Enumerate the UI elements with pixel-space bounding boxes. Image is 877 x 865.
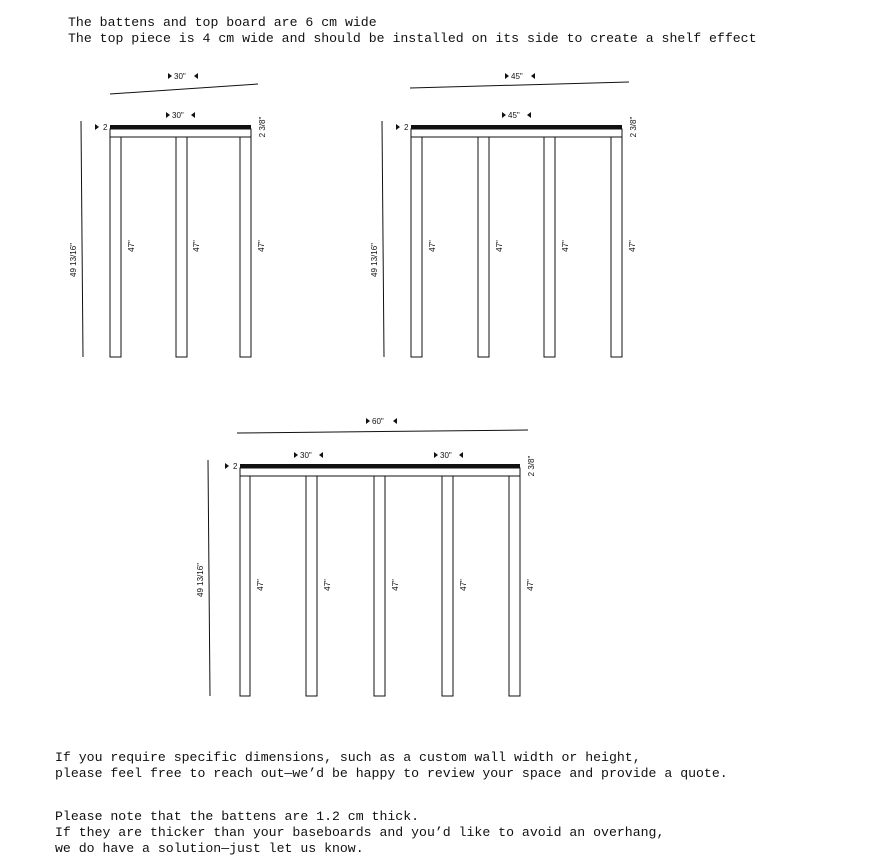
batten-height-label: 47" bbox=[256, 579, 265, 591]
overall-width-label: 30" bbox=[174, 72, 186, 81]
height-label: 49 13/16" bbox=[370, 243, 379, 277]
overall-width-dimension-line bbox=[237, 430, 528, 433]
batten bbox=[176, 137, 187, 357]
batten-height-label: 47" bbox=[127, 240, 136, 252]
top-board bbox=[240, 464, 520, 468]
arrow-left-icon bbox=[366, 418, 370, 424]
arrow-left-icon bbox=[95, 124, 99, 130]
arrow-left-icon bbox=[168, 73, 172, 79]
arrow-left-icon bbox=[225, 463, 229, 469]
height-dimension-line bbox=[382, 121, 384, 357]
batten bbox=[411, 137, 422, 357]
batten bbox=[306, 476, 317, 696]
arrow-left-icon bbox=[502, 112, 506, 118]
arrow-right-icon bbox=[527, 112, 531, 118]
batten bbox=[509, 476, 520, 696]
top-board bbox=[411, 125, 622, 129]
batten-height-label: 47" bbox=[526, 579, 535, 591]
diagram-45 bbox=[370, 72, 638, 357]
batten-height-label: 47" bbox=[391, 579, 400, 591]
arrow-right-icon bbox=[459, 452, 463, 458]
batten-height-label: 47" bbox=[459, 579, 468, 591]
batten bbox=[110, 137, 121, 357]
note-bottom-line-4: If they are thicker than your baseboards and you’d like to avoid an overhang, bbox=[55, 825, 665, 840]
overall-width-dimension-line bbox=[410, 82, 629, 88]
edge-offset-label: 2 bbox=[103, 123, 108, 132]
overall-width-dimension-line bbox=[110, 84, 258, 94]
diagram-60 bbox=[196, 417, 536, 696]
diagram-30 bbox=[69, 72, 267, 357]
arrow-right-icon bbox=[194, 73, 198, 79]
edge-offset-label: 2 bbox=[233, 462, 238, 471]
side-height-label: 2 3/8" bbox=[629, 116, 638, 138]
top-board-left-label: 30" bbox=[300, 451, 312, 460]
overall-width-label: 60" bbox=[372, 417, 384, 426]
top-board-label: 30" bbox=[172, 111, 184, 120]
batten bbox=[374, 476, 385, 696]
arrow-right-icon bbox=[393, 418, 397, 424]
batten-height-label: 47" bbox=[495, 240, 504, 252]
batten bbox=[611, 137, 622, 357]
note-bottom-line-2: please feel free to reach out—we’d be happy to review your space and provide a quote. bbox=[55, 766, 728, 781]
batten-height-label: 47" bbox=[561, 240, 570, 252]
batten-height-label: 47" bbox=[428, 240, 437, 252]
height-dimension-line bbox=[81, 121, 83, 357]
top-board-right-label: 30" bbox=[440, 451, 452, 460]
arrow-left-icon bbox=[434, 452, 438, 458]
top-rail bbox=[110, 129, 251, 137]
height-label: 49 13/16" bbox=[196, 563, 205, 597]
batten bbox=[240, 476, 250, 696]
note-top-line-2: The top piece is 4 cm wide and should be installed on its side to create a shelf effect bbox=[68, 31, 757, 46]
top-rail bbox=[240, 468, 520, 476]
top-board-label: 45" bbox=[508, 111, 520, 120]
edge-offset-label: 2 bbox=[404, 123, 409, 132]
top-rail bbox=[411, 129, 622, 137]
batten bbox=[478, 137, 489, 357]
height-label: 49 13/16" bbox=[69, 243, 78, 277]
arrow-left-icon bbox=[396, 124, 400, 130]
batten bbox=[544, 137, 555, 357]
arrow-right-icon bbox=[531, 73, 535, 79]
note-top-line-1: The battens and top board are 6 cm wide bbox=[68, 15, 377, 30]
overall-width-label: 45" bbox=[511, 72, 523, 81]
arrow-left-icon bbox=[166, 112, 170, 118]
batten-height-label: 47" bbox=[257, 240, 266, 252]
batten-height-label: 47" bbox=[323, 579, 332, 591]
side-height-label: 2 3/8" bbox=[258, 116, 267, 138]
arrow-right-icon bbox=[319, 452, 323, 458]
side-height-label: 2 3/8" bbox=[527, 455, 536, 477]
arrow-right-icon bbox=[191, 112, 195, 118]
note-bottom-line-1: If you require specific dimensions, such as a custom wall width or height, bbox=[55, 750, 641, 765]
top-board bbox=[110, 125, 251, 129]
height-dimension-line bbox=[208, 460, 210, 696]
note-bottom-line-5: we do have a solution—just let us know. bbox=[55, 841, 364, 856]
batten bbox=[240, 137, 251, 357]
arrow-left-icon bbox=[505, 73, 509, 79]
batten bbox=[442, 476, 453, 696]
note-bottom-line-3: Please note that the battens are 1.2 cm thick. bbox=[55, 809, 420, 824]
batten-height-label: 47" bbox=[628, 240, 637, 252]
arrow-left-icon bbox=[294, 452, 298, 458]
batten-height-label: 47" bbox=[192, 240, 201, 252]
